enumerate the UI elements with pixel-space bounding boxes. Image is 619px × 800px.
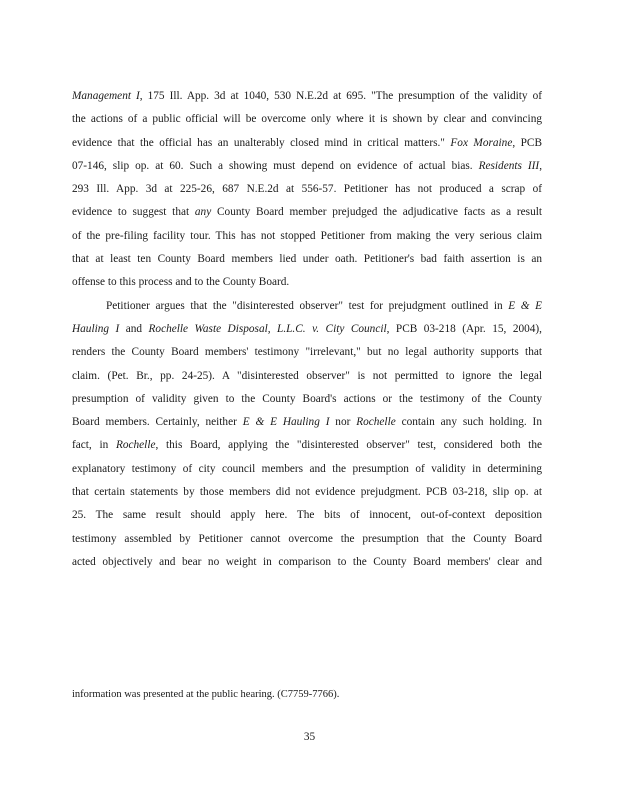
text-line bbox=[72, 201, 542, 224]
page-number: 35 bbox=[303, 731, 316, 743]
text-line bbox=[72, 365, 542, 388]
text-run: evidence that the official has an unalterably closed mind in critical matters." bbox=[72, 136, 451, 149]
text-run: Board members. Certainly, neither bbox=[72, 416, 243, 429]
text-line bbox=[72, 481, 542, 504]
text-line bbox=[72, 85, 542, 108]
text-line bbox=[72, 504, 542, 527]
text-line bbox=[72, 551, 542, 574]
text-run: the actions of a public official will be overcome only where it is shown by clear and convincing bbox=[72, 113, 542, 126]
text-run: testimony assembled by Petitioner cannot overcome the presumption that the County Board bbox=[72, 532, 542, 545]
text-line bbox=[72, 108, 542, 131]
text-run: Petitioner argues that the "disinterested observer" test for prejudgment outlined in bbox=[106, 299, 509, 312]
case-citation: Rochelle Waste Disposal, L.L.C. v. City Council bbox=[148, 322, 387, 335]
text-run: claim. (Pet. Br., pp. 24-25). A "disinterested observer" is not permitted to ignore the legal bbox=[72, 369, 542, 382]
text-line bbox=[72, 178, 542, 201]
paragraph-2 bbox=[72, 295, 542, 575]
text-line bbox=[72, 458, 542, 481]
text-run: 07-146, slip op. at 60. Such a showing must depend on evidence of actual bias. bbox=[72, 159, 479, 172]
text-run: , 175 Ill. App. 3d at 1040, 530 N.E.2d at 695. "The presumption of the validity of bbox=[139, 90, 542, 102]
text-run: , this Board, applying the "disinterested observer" test, considered both the bbox=[155, 439, 542, 452]
case-citation: Rochelle bbox=[356, 416, 396, 429]
text-line bbox=[72, 411, 542, 434]
case-citation: Rochelle bbox=[115, 439, 156, 452]
text-line bbox=[72, 248, 542, 271]
text-run: nor bbox=[329, 416, 357, 429]
footnote: information was presented at the public hearing. (C7759-7766). bbox=[72, 689, 340, 700]
text-run: , PCB bbox=[512, 136, 542, 149]
text-line bbox=[72, 271, 542, 294]
case-citation: Management I bbox=[72, 90, 140, 102]
text-line bbox=[72, 225, 542, 248]
text-run: and bbox=[119, 322, 149, 335]
text-line bbox=[72, 388, 542, 411]
text-run: explanatory testimony of city council members and the presumption of validity in determining bbox=[72, 462, 542, 475]
text-line bbox=[72, 341, 542, 364]
body-text bbox=[72, 85, 542, 574]
text-run: that at least ten County Board members lied under oath. Petitioner's bad faith assertion is an bbox=[72, 253, 542, 266]
text-line bbox=[72, 155, 542, 178]
text-run: 25. The same result should apply here. The bits of innocent, out-of-context deposition bbox=[72, 509, 542, 522]
text-line bbox=[72, 318, 542, 341]
text-run: renders the County Board members' testimony "irrelevant," but no legal authority supports that bbox=[72, 346, 542, 359]
text-run: presumption of validity given to the County Board's actions or the testimony of the County bbox=[72, 392, 542, 405]
text-run: fact, in bbox=[72, 439, 116, 452]
text-run: contain any such holding. In bbox=[395, 416, 542, 429]
case-citation: E & E Hauling I bbox=[242, 416, 330, 429]
paragraph-1 bbox=[72, 85, 542, 295]
text-line bbox=[72, 295, 542, 318]
case-citation: Hauling I bbox=[72, 322, 120, 335]
text-run: 293 Ill. App. 3d at 225-26, 687 N.E.2d at 556-57. Petitioner has not produced a scrap of bbox=[72, 183, 542, 196]
text-run: County Board member prejudged the adjudicative facts as a result bbox=[211, 206, 542, 219]
text-line bbox=[72, 434, 542, 457]
case-citation: Residents III bbox=[478, 159, 540, 172]
text-run: evidence to suggest that bbox=[72, 206, 195, 219]
case-citation: E & E bbox=[508, 299, 542, 312]
emphasis: any bbox=[194, 206, 212, 219]
text-run: that certain statements by those members did not evidence prejudgment. PCB 03-218, slip op. at bbox=[72, 486, 542, 499]
text-run: offense to this process and to the County Board. bbox=[72, 276, 290, 289]
text-line bbox=[72, 528, 542, 551]
text-run: of the pre-filing facility tour. This has not stopped Petitioner from making the very serious claim bbox=[72, 229, 542, 242]
text-run: acted objectively and bear no weight in comparison to the County Board members' clear and bbox=[72, 555, 542, 568]
text-line bbox=[72, 132, 542, 155]
text-run: , PCB 03-218 (Apr. 15, 2004), bbox=[386, 322, 542, 335]
case-citation: Fox Moraine bbox=[450, 136, 513, 149]
text-run: , bbox=[539, 159, 543, 172]
